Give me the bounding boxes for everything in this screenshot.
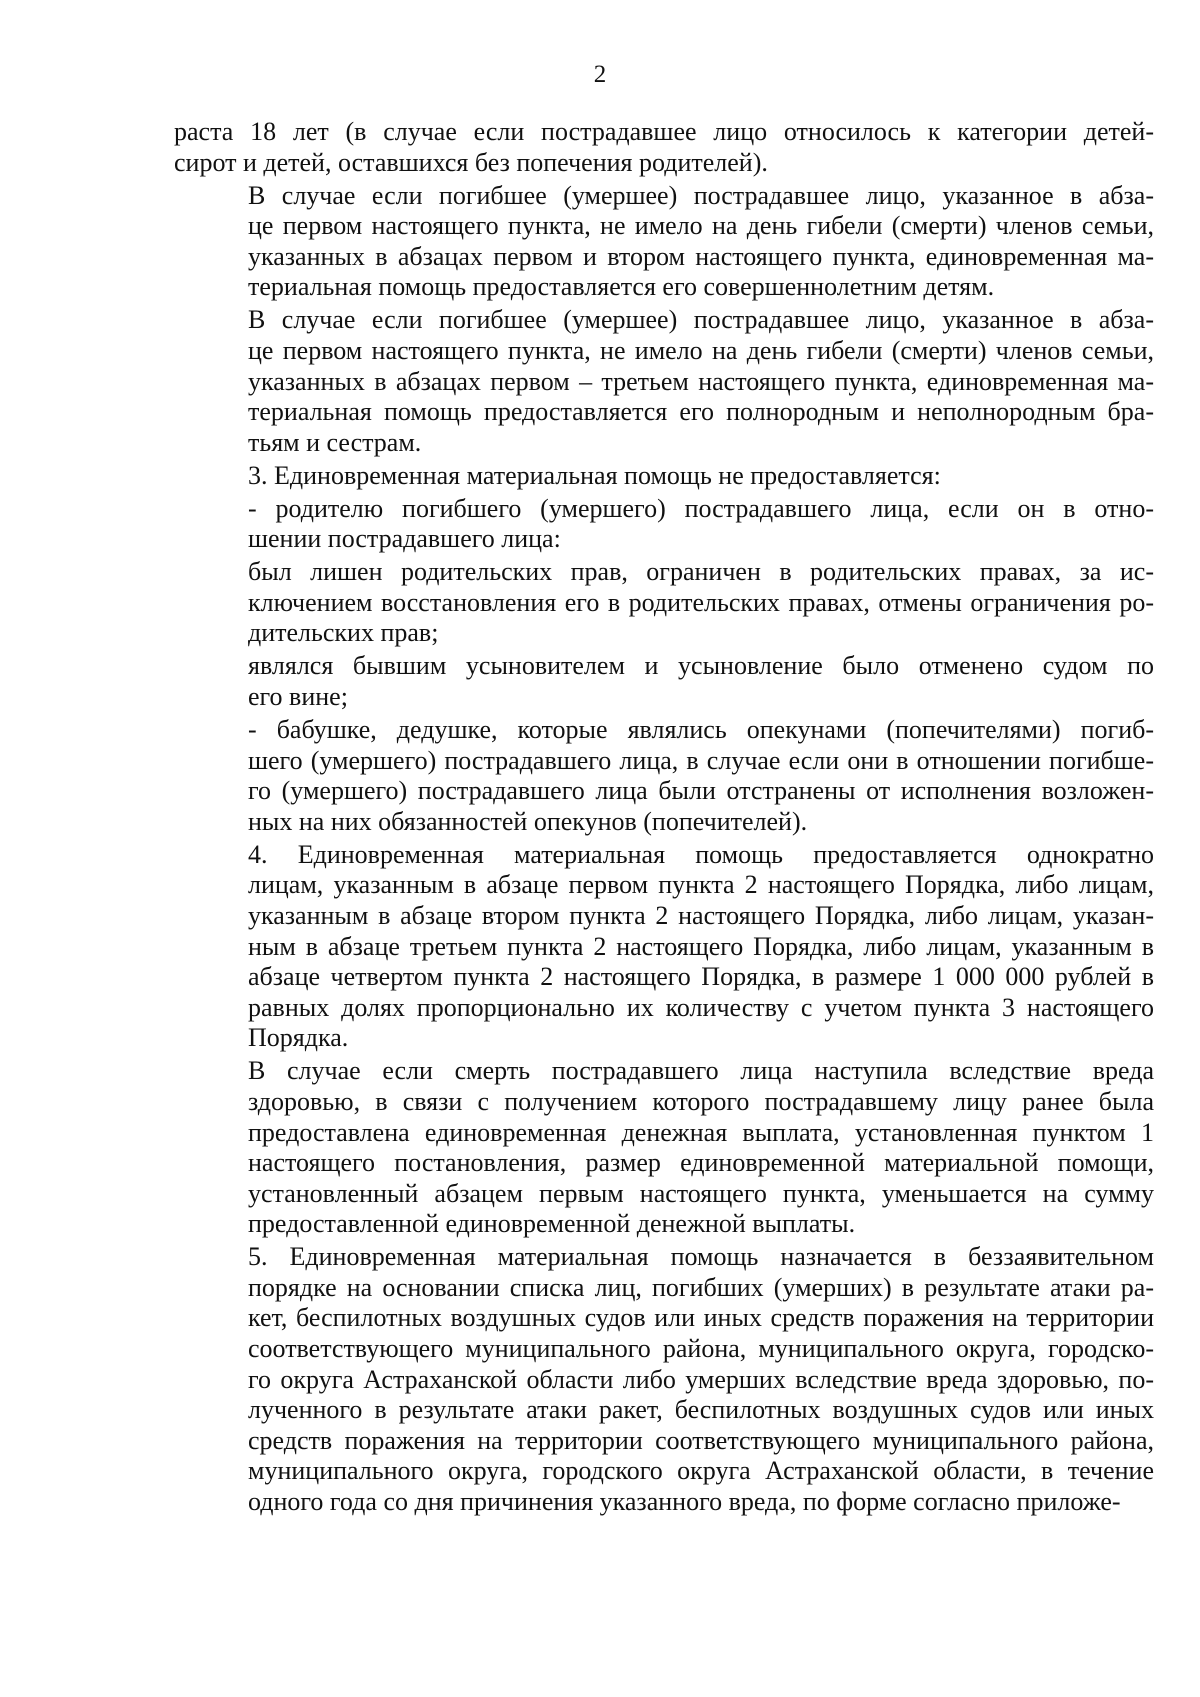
text-line: указанных в абзацах первом – третьем настоящего пункта, единовременная ма-	[248, 366, 1154, 396]
text-line: це первом настоящего пункта, не имело на день гибели (смерти) членов семьи,	[248, 335, 1154, 365]
paragraph	[174, 181, 1154, 303]
text-line: дительских прав;	[248, 618, 439, 648]
text-line: установленный абзацем первым настоящего пункта, уменьшается на сумму	[248, 1178, 1154, 1208]
text-line: - бабушке, дедушке, которые являлись опекунами (попечителями) погиб-	[248, 715, 1154, 745]
text-line: порядке на основании списка лиц, погибших (умерших) в результате атаки ра-	[248, 1272, 1154, 1302]
text-line: лученного в результате атаки ракет, беспилотных воздушных судов или иных	[248, 1395, 1154, 1425]
text-line: кет, беспилотных воздушных судов или иных средств поражения на территории	[248, 1303, 1154, 1333]
paragraph	[174, 715, 1154, 837]
text-line: одного года со дня причинения указанного вреда, по форме согласно приложе-	[248, 1487, 1121, 1517]
paragraph	[174, 117, 1154, 178]
text-line: го (умершего) пострадавшего лица были отстранены от исполнения возложен-	[248, 776, 1154, 806]
text-line: указанным в абзаце втором пункта 2 настоящего Порядка, либо лицам, указан-	[248, 900, 1154, 930]
text-line: настоящего постановления, размер единовременной материальной помощи,	[248, 1148, 1154, 1178]
text-line: предоставлена единовременная денежная выплата, установленная пунктом 1	[248, 1117, 1154, 1147]
text-line: це первом настоящего пункта, не имело на день гибели (смерти) членов семьи,	[248, 211, 1154, 241]
text-line: предоставленной единовременной денежной выплаты.	[248, 1209, 856, 1239]
document-body	[174, 117, 1154, 1520]
text-line: 5. Единовременная материальная помощь назначается в беззаявительном	[248, 1242, 1154, 1272]
text-line: лицам, указанным в абзаце первом пункта 2 настоящего Порядка, либо лицам,	[248, 870, 1154, 900]
text-line: шении пострадавшего лица:	[248, 524, 561, 554]
text-line: 4. Единовременная материальная помощь предоставляется однократно	[248, 839, 1154, 869]
text-line: - родителю погибшего (умершего) пострадавшего лица, если он в отно-	[248, 493, 1154, 523]
paragraph	[174, 1242, 1154, 1517]
text-line: являлся бывшим усыновителем и усыновление было отменено судом по	[248, 651, 1154, 681]
text-line: 3. Единовременная материальная помощь не предоставляется:	[248, 460, 941, 490]
text-line: В случае если погибшее (умершее) пострадавшее лицо, указанное в абза-	[248, 305, 1154, 335]
text-line: указанных в абзацах первом и втором настоящего пункта, единовременная ма-	[248, 241, 1154, 271]
paragraph	[174, 840, 1154, 1054]
text-line: абзаце четвертом пункта 2 настоящего Порядка, в размере 1 000 000 рублей в	[248, 962, 1154, 992]
text-line: териальная помощь предоставляется его полнородным и неполнородным бра-	[248, 397, 1154, 427]
text-line: ным в абзаце третьем пункта 2 настоящего Порядка, либо лицам, указанным в	[248, 931, 1154, 961]
text-line: был лишен родительских прав, ограничен в родительских правах, за ис-	[248, 557, 1154, 587]
text-line: средств поражения на территории соответствующего муниципального района,	[248, 1425, 1154, 1455]
text-line: го округа Астраханской области либо умерших вследствие вреда здоровью, по-	[248, 1364, 1154, 1394]
text-line: муниципального округа, городского округа Астраханской области, в течение	[248, 1456, 1154, 1486]
text-line: Порядка.	[248, 1023, 349, 1053]
text-line: териальная помощь предоставляется его совершеннолетним детям.	[248, 272, 995, 302]
page-number: 2	[593, 61, 607, 88]
paragraph	[174, 494, 1154, 555]
text-line: равных долях пропорционально их количеству с учетом пункта 3 настоящего	[248, 992, 1154, 1022]
paragraph	[174, 305, 1154, 458]
text-line: ных на них обязанностей опекунов (попечителей).	[248, 806, 808, 836]
paragraph	[174, 557, 1154, 649]
text-line: шего (умершего) пострадавшего лица, в случае если они в отношении погибше-	[248, 745, 1154, 775]
text-line: здоровью, в связи с получением которого пострадавшему лицу ранее была	[248, 1086, 1154, 1116]
text-line: соответствующего муниципального района, муниципального округа, городско-	[248, 1334, 1154, 1364]
text-line: раста 18 лет (в случае если пострадавшее лицо относилось к категории детей-	[174, 117, 1154, 146]
text-line: его вине;	[248, 682, 348, 712]
paragraph	[174, 461, 1154, 492]
paragraph	[174, 1056, 1154, 1240]
text-line: тьям и сестрам.	[248, 427, 422, 457]
text-line: сирот и детей, оставшихся без попечения родителей).	[174, 147, 768, 177]
text-line: В случае если погибшее (умершее) пострадавшее лицо, указанное в абза-	[248, 180, 1154, 210]
paragraph	[174, 651, 1154, 712]
text-line: В случае если смерть пострадавшего лица наступила вследствие вреда	[248, 1056, 1154, 1086]
text-line: ключением восстановления его в родительских правах, отмены ограничения ро-	[248, 587, 1154, 617]
